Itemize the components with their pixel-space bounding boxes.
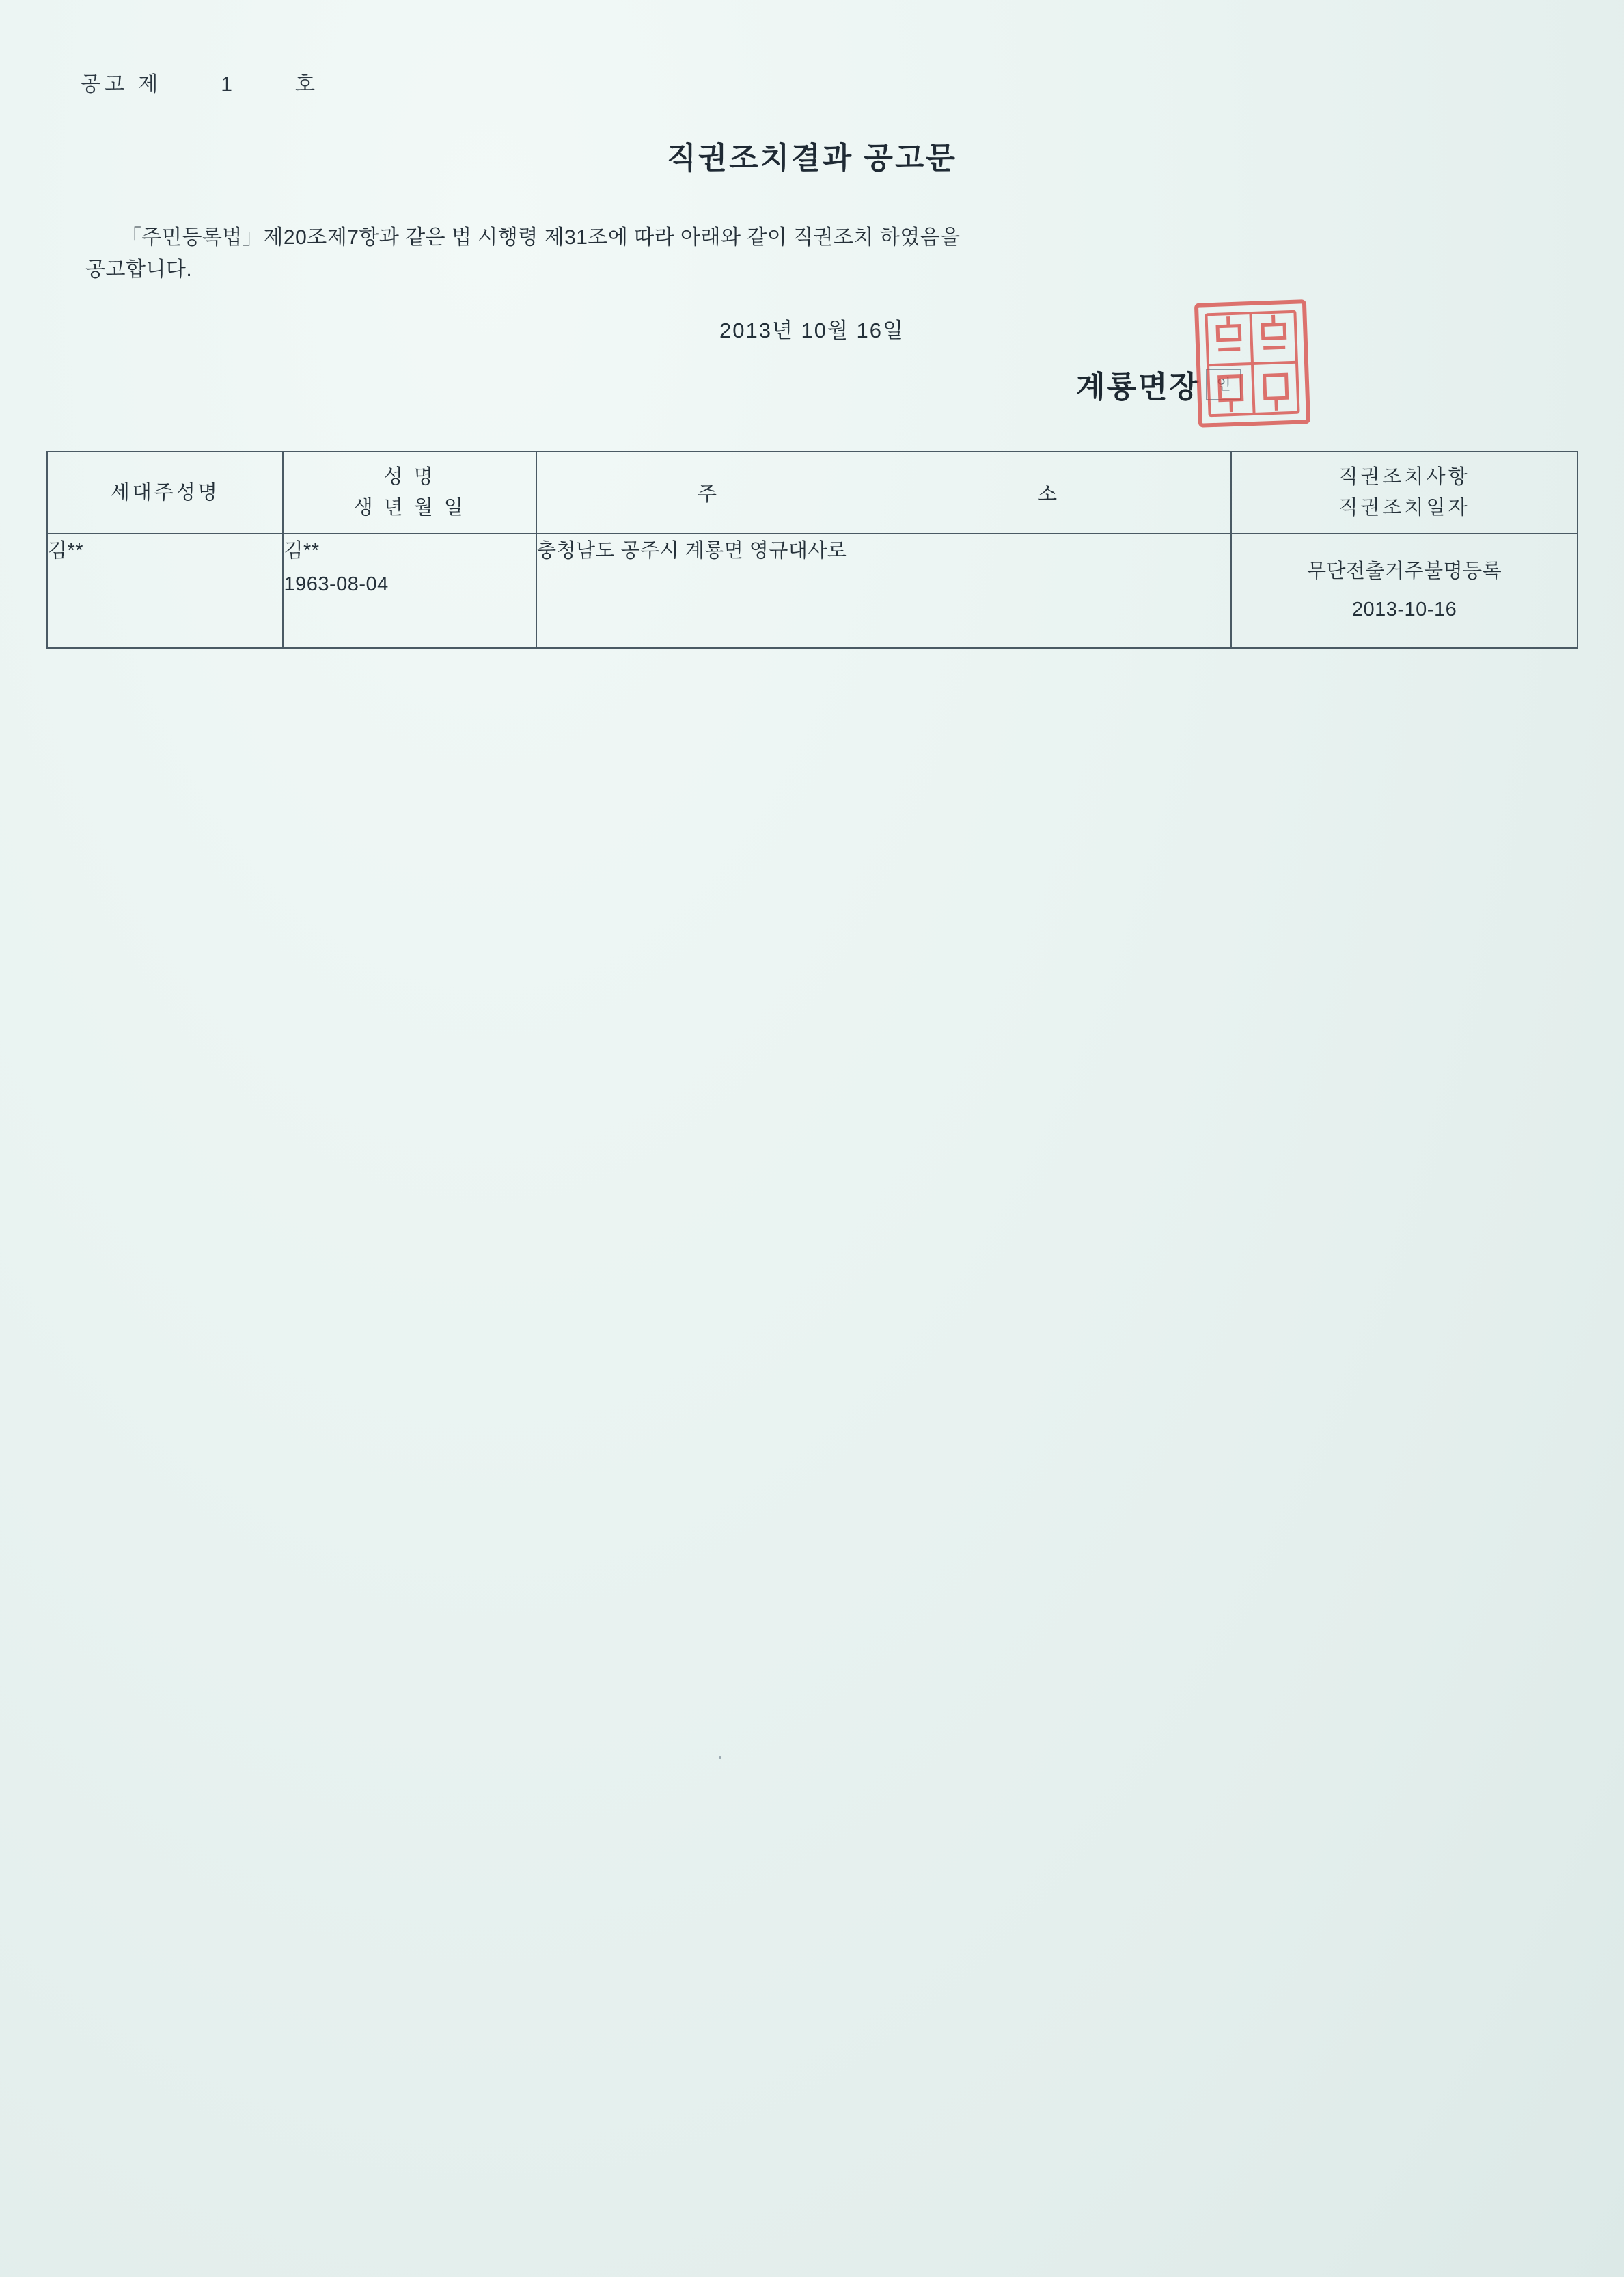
signer-title: 계룡면장 (1075, 370, 1200, 404)
header-action-date: 직권조치일자 (1338, 497, 1470, 519)
cell-birth: 1963-08-04 (284, 573, 389, 596)
body-line-2: 공고합니다. (85, 258, 193, 281)
cell-householder: 김** (47, 534, 283, 648)
cell-name-birth (283, 534, 536, 648)
header-name: 성 명 (383, 466, 436, 489)
header-address (536, 452, 1231, 534)
header-action (1231, 452, 1578, 534)
header-address-left: 주 (698, 483, 720, 506)
cell-name: 김** (284, 540, 320, 562)
header-name-birth (283, 452, 536, 534)
cell-action (1231, 534, 1578, 648)
scan-speck (719, 1756, 721, 1759)
issue-date: 2013년 10월 16일 (719, 318, 905, 342)
cell-action-date: 2013-10-16 (1351, 598, 1457, 621)
header-address-right: 소 (1038, 483, 1060, 506)
table-row (47, 534, 1578, 648)
header-birth: 생 년 월 일 (353, 497, 466, 519)
header-householder: 세대주성명 (47, 452, 283, 534)
table-header-row (47, 452, 1578, 534)
body-paragraph (85, 222, 1481, 286)
official-red-seal-icon (1187, 293, 1318, 434)
action-result-table (46, 451, 1578, 649)
cell-address: 충청남도 공주시 계룡면 영규대사로 (536, 534, 1231, 648)
body-line-1: 「주민등록법」제20조제7항과 같은 법 시행령 제31조에 따라 아래와 같이 직권조치 하였음을 (121, 226, 961, 249)
header-action-type: 직권조치사항 (1338, 466, 1470, 489)
cell-action-type: 무단전출거주불명등록 (1306, 560, 1502, 583)
page-title: 직권조치결과 공고문 (667, 141, 957, 175)
seal-placeholder: 인 (1206, 369, 1241, 400)
notice-number: 공고 제 1 호 (81, 73, 319, 96)
